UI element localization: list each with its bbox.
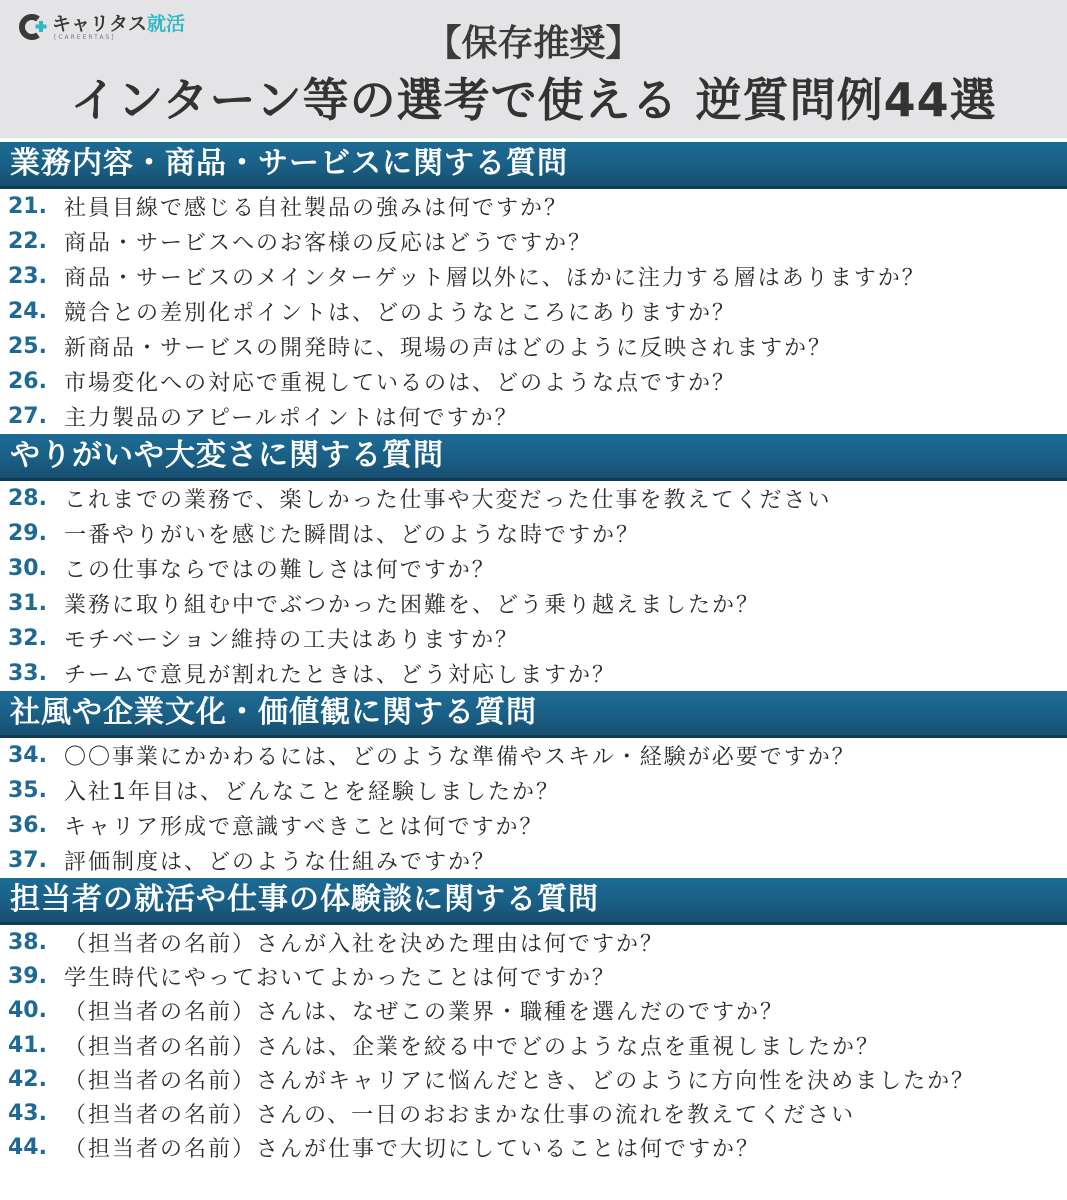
question-text: 商品・サービスのメインターゲット層以外に、ほかに注力する層はありますか？	[64, 266, 926, 291]
question-number: 38.	[8, 929, 47, 955]
question-number: 28.	[8, 486, 47, 511]
question-text: これまでの業務で、楽しかった仕事や大変だった仕事を教えてください	[64, 488, 832, 513]
question-item	[0, 189, 1067, 224]
question-text: 市場変化への対応で重視しているのは、どのような点ですか？	[64, 371, 737, 396]
question-text: 〇〇事業にかかわるには、どのような準備やスキル・経験が必要ですか？	[64, 745, 856, 770]
question-item	[0, 516, 1067, 551]
question-number: 24.	[8, 299, 47, 324]
question-item	[0, 994, 1067, 1028]
question-text: モチベーション維持の工夫はありますか？	[64, 628, 520, 653]
question-text: 一番やりがいを感じた瞬間は、どのような時ですか？	[64, 523, 641, 548]
question-text: （担当者の名前）さんは、企業を絞る中でどのような点を重視しましたか？	[64, 1034, 881, 1060]
question-number: 34.	[8, 743, 47, 768]
question-number: 43.	[8, 1101, 47, 1127]
question-number: 35.	[8, 778, 47, 803]
question-number: 44.	[8, 1135, 47, 1161]
question-number: 25.	[8, 334, 47, 359]
section-business-content	[0, 142, 1067, 434]
question-text: この仕事ならではの難しさは何ですか？	[64, 558, 496, 583]
question-item	[0, 1131, 1067, 1165]
question-number: 29.	[8, 521, 47, 546]
question-item	[0, 481, 1067, 516]
question-item	[0, 738, 1067, 773]
question-item	[0, 773, 1067, 808]
question-item	[0, 808, 1067, 843]
question-number: 33.	[8, 661, 47, 686]
section-staff-experiences	[0, 878, 1067, 1165]
question-number: 32.	[8, 626, 47, 651]
logo-subtext: [CAREERTAS]	[54, 33, 116, 41]
question-number: 39.	[8, 963, 47, 989]
page-subtitle: インターン等の選考で使える 逆質問例44選	[70, 73, 997, 127]
question-number: 27.	[8, 404, 47, 429]
question-text: 学生時代にやっておいてよかったことは何ですか？	[64, 965, 617, 991]
question-item	[0, 259, 1067, 294]
question-item	[0, 1028, 1067, 1062]
question-text: （担当者の名前）さんの、一日のおおまかな仕事の流れを教えてください	[64, 1103, 856, 1129]
question-text: キャリア形成で意識すべきことは何ですか？	[64, 815, 544, 840]
question-number: 21.	[8, 194, 47, 219]
logo-accent-text: 就活	[147, 12, 186, 35]
question-number: 41.	[8, 1032, 47, 1058]
question-item	[0, 586, 1067, 621]
page-title: 【保存推奨】	[425, 23, 642, 64]
question-text: 社員目線で感じる自社製品の強みは何ですか？	[64, 196, 569, 221]
question-list	[0, 189, 1067, 434]
question-text: （担当者の名前）さんがキャリアに悩んだとき、どのように方向性を決めましたか？	[64, 1068, 976, 1094]
question-number: 23.	[8, 264, 47, 289]
question-item	[0, 329, 1067, 364]
question-item	[0, 551, 1067, 586]
logo-main-text: キャリタス	[52, 12, 148, 35]
question-number: 37.	[8, 848, 47, 873]
question-text: 新商品・サービスの開発時に、現場の声はどのように反映されますか？	[64, 336, 833, 361]
question-item	[0, 925, 1067, 959]
question-item	[0, 224, 1067, 259]
question-item	[0, 621, 1067, 656]
question-item	[0, 843, 1067, 878]
question-item	[0, 656, 1067, 691]
question-text: 主力製品のアピールポイントは何ですか？	[64, 406, 519, 431]
question-list	[0, 738, 1067, 878]
question-text: チームで意見が割れたときは、どう対応しますか？	[64, 663, 617, 688]
question-item	[0, 399, 1067, 434]
question-item	[0, 1096, 1067, 1130]
section-heading: 担当者の就活や仕事の体験談に関する質問	[0, 878, 1067, 925]
question-item	[0, 294, 1067, 329]
question-text: 競合との差別化ポイントは、どのようなところにありますか？	[64, 301, 737, 326]
section-heading: 社風や企業文化・価値観に関する質問	[0, 691, 1067, 738]
section-culture-values	[0, 691, 1067, 878]
question-number: 26.	[8, 369, 47, 394]
question-text: （担当者の名前）さんが入社を決めた理由は何ですか？	[64, 931, 665, 957]
section-rewards-difficulties	[0, 434, 1067, 691]
question-item	[0, 1062, 1067, 1096]
question-number: 42.	[8, 1066, 47, 1092]
question-text: 評価制度は、どのような仕組みですか？	[64, 850, 497, 875]
section-heading: 業務内容・商品・サービスに関する質問	[0, 142, 1067, 189]
question-number: 30.	[8, 556, 47, 581]
question-item	[0, 364, 1067, 399]
question-number: 40.	[8, 998, 47, 1024]
question-text: 入社1年目は、どんなことを経験しましたか？	[64, 780, 560, 805]
question-number: 36.	[8, 813, 47, 838]
question-item	[0, 959, 1067, 993]
page-header	[0, 0, 1067, 138]
question-text: 業務に取り組む中でぶつかった困難を、どう乗り越えましたか？	[64, 593, 761, 618]
section-heading: やりがいや大変さに関する質問	[0, 434, 1067, 481]
question-number: 31.	[8, 591, 47, 616]
question-text: （担当者の名前）さんが仕事で大切にしていることは何ですか？	[64, 1137, 761, 1163]
question-text: （担当者の名前）さんは、なぜこの業界・職種を選んだのですか？	[64, 1000, 785, 1026]
question-list	[0, 481, 1067, 691]
question-list	[0, 925, 1067, 1165]
question-number: 22.	[8, 229, 47, 254]
question-text: 商品・サービスへのお客様の反応はどうですか？	[64, 231, 593, 256]
